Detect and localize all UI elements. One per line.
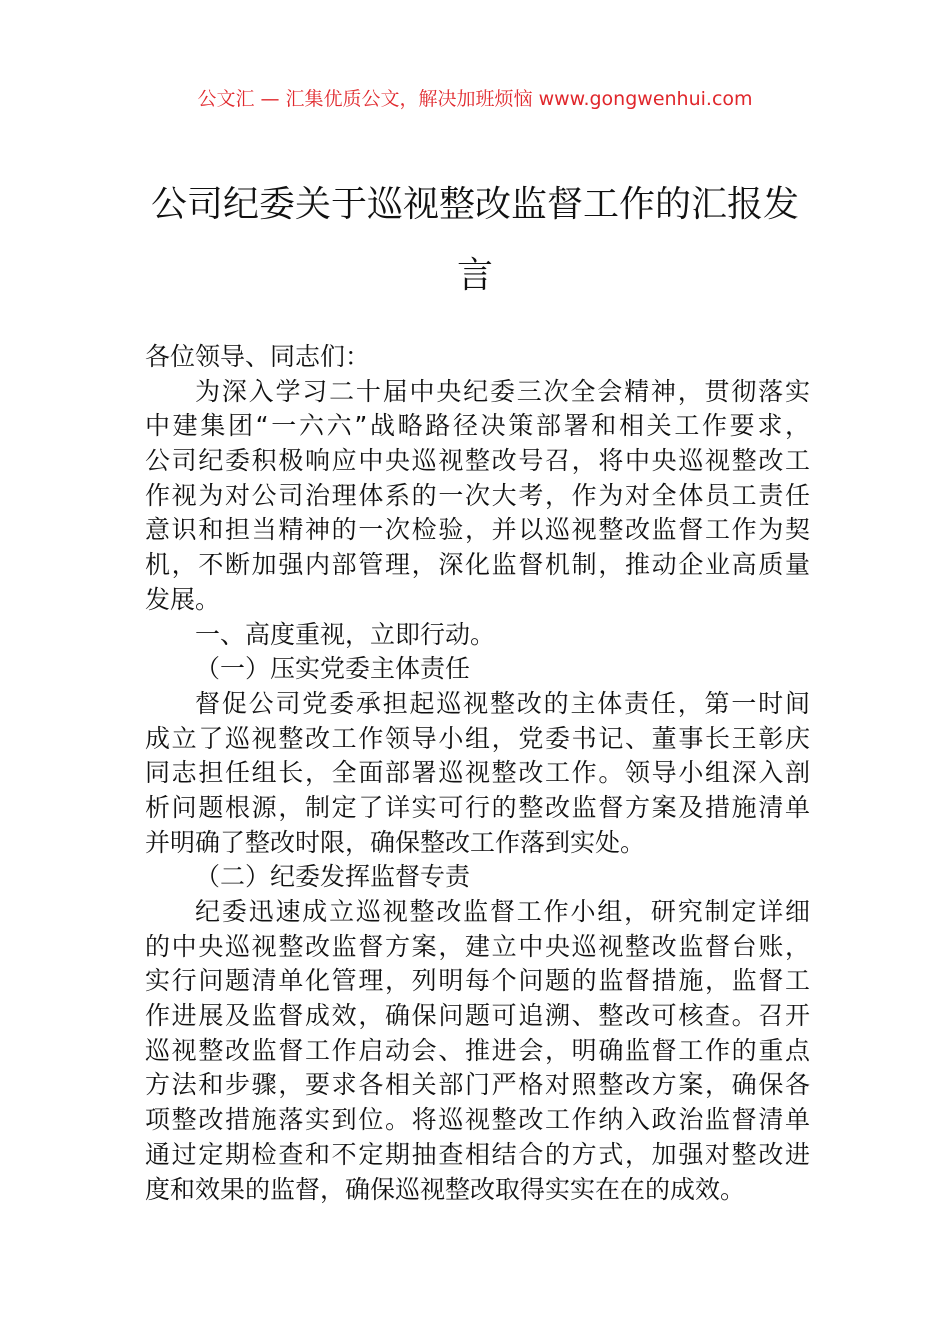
- body-text-line: 项整改措施落实到位。将巡视整改工作纳入政治监督清单: [145, 1105, 810, 1135]
- body-text-line: 巡视整改监督工作启动会、推进会，明确监督工作的重点: [145, 1035, 810, 1065]
- body-text-line: 同志担任组长，全面部署巡视整改工作。领导小组深入剖: [145, 758, 810, 788]
- body-text-line: 公司纪委积极响应中央巡视整改号召，将中央巡视整改工: [145, 446, 810, 476]
- body-text-line: 督促公司党委承担起巡视整改的主体责任，第一时间: [195, 688, 810, 718]
- body-text-line: 成立了巡视整改工作领导小组，党委书记、董事长王彰庆: [145, 723, 810, 753]
- document-title-line-1: 公司纪委关于巡视整改监督工作的汇报发: [150, 184, 799, 225]
- body-text-line: 为深入学习二十届中央纪委三次全会精神，贯彻落实: [195, 376, 810, 406]
- body-text-line: 机，不断加强内部管理，深化监督机制，推动企业高质量: [145, 550, 810, 580]
- body-text-line: 度和效果的监督，确保巡视整改取得实实在在的成效。: [145, 1174, 746, 1204]
- body-text-line: 作视为对公司治理体系的一次大考，作为对全体员工责任: [145, 480, 810, 510]
- body-text-line: 的中央巡视整改监督方案，建立中央巡视整改监督台账，: [145, 931, 810, 961]
- body-text-line: 各位领导、同志们：: [145, 342, 371, 371]
- body-text-line: （二）纪委发挥监督专责: [195, 862, 471, 892]
- watermark-header: 公文汇 — 汇集优质公文，解决加班烦恼 www.gongwenhui.com: [197, 88, 753, 110]
- body-text-line: （一）压实党委主体责任: [195, 654, 471, 684]
- body-text-line: 并明确了整改时限，确保整改工作落到实处。: [145, 827, 646, 857]
- body-text-line: 中建集团“一六六”战略路径决策部署和相关工作要求，: [145, 411, 810, 441]
- document-title-line-2: 言: [456, 255, 493, 296]
- body-text-line: 意识和担当精神的一次检验，并以巡视整改监督工作为契: [145, 515, 810, 545]
- body-text-line: 发展。: [145, 584, 221, 614]
- body-text-line: 方法和步骤，要求各相关部门严格对照整改方案，确保各: [145, 1070, 810, 1100]
- body-text-line: 纪委迅速成立巡视整改监督工作小组，研究制定详细: [195, 897, 810, 926]
- body-text-line: 通过定期检查和不定期抽查相结合的方式，加强对整改进: [145, 1139, 810, 1169]
- body-text-line: 析问题根源，制定了详实可行的整改监督方案及措施清单: [145, 792, 810, 822]
- body-text-line: 实行问题清单化管理，列明每个问题的监督措施，监督工: [145, 966, 810, 996]
- body-text-line: 一、高度重视，立即行动。: [195, 619, 496, 649]
- body-text-line: 作进展及监督成效，确保问题可追溯、整改可核查。召开: [145, 1001, 810, 1031]
- document-body: [145, 340, 810, 1207]
